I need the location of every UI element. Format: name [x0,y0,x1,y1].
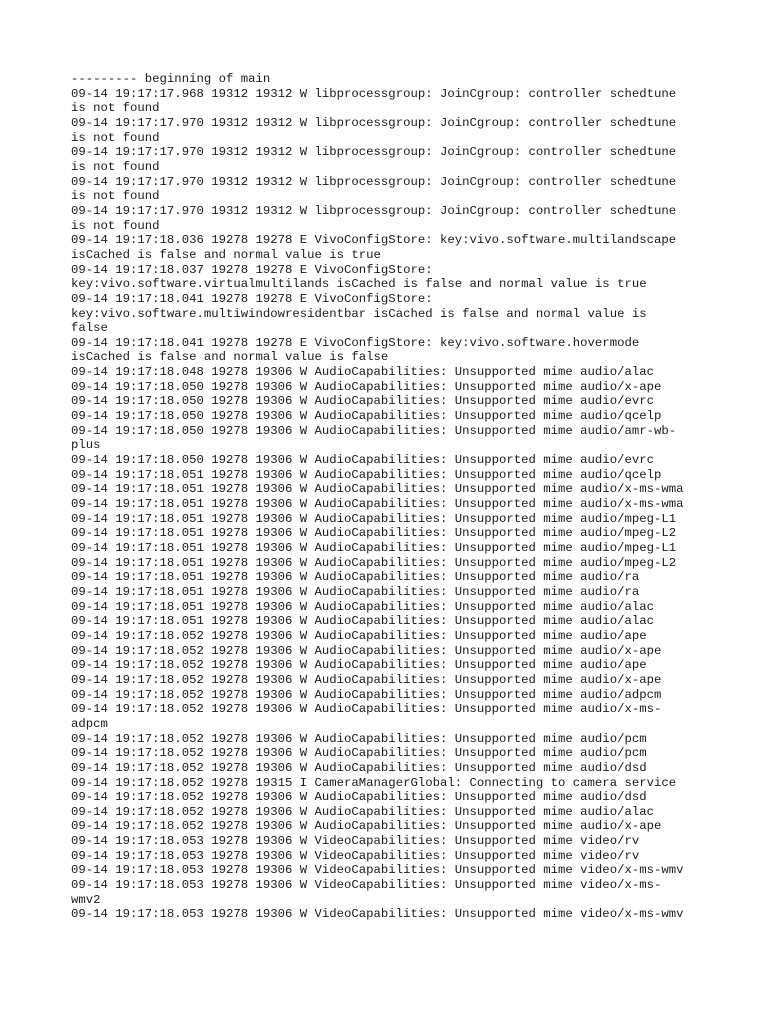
log-line: 09-14 19:17:18.051 19278 19306 W AudioCapabilities: Unsupported mime audio/alac [71,599,654,614]
log-line: isCached is false and normal value is false [71,350,389,365]
log-line: 09-14 19:17:18.041 19278 19278 E VivoConfigStore: key:vivo.software.hovermode [71,335,640,350]
log-line: 09-14 19:17:17.970 19312 19312 W libprocessgroup: JoinCgroup: controller schedtune [71,203,677,218]
log-line: 09-14 19:17:18.050 19278 19306 W AudioCapabilities: Unsupported mime audio/x-ape [71,379,662,394]
log-line: 09-14 19:17:18.051 19278 19306 W AudioCapabilities: Unsupported mime audio/alac [71,614,654,629]
log-line: 09-14 19:17:18.052 19278 19306 W AudioCapabilities: Unsupported mime audio/pcm [71,746,647,761]
log-line: 09-14 19:17:18.053 19278 19306 W VideoCapabilities: Unsupported mime video/x-ms-wmv [71,907,684,922]
log-line: 09-14 19:17:17.970 19312 19312 W libprocessgroup: JoinCgroup: controller schedtune [71,145,677,160]
log-line: 09-14 19:17:18.051 19278 19306 W AudioCapabilities: Unsupported mime audio/ra [71,570,640,585]
log-line: is not found [71,159,160,174]
log-line: 09-14 19:17:17.970 19312 19312 W libprocessgroup: JoinCgroup: controller schedtune [71,174,677,189]
log-line: 09-14 19:17:18.051 19278 19306 W AudioCapabilities: Unsupported mime audio/x-ms-wma [71,482,684,497]
log-line: 09-14 19:17:18.052 19278 19306 W AudioCapabilities: Unsupported mime audio/pcm [71,731,647,746]
log-line: 09-14 19:17:18.053 19278 19306 W VideoCapabilities: Unsupported mime video/rv [71,834,640,849]
log-line: 09-14 19:17:18.051 19278 19306 W AudioCapabilities: Unsupported mime audio/ra [71,584,640,599]
log-line: 09-14 19:17:18.051 19278 19306 W AudioCapabilities: Unsupported mime audio/qcelp [71,467,662,482]
log-line: 09-14 19:17:17.968 19312 19312 W libprocessgroup: JoinCgroup: controller schedtune [71,86,677,101]
log-line: 09-14 19:17:18.041 19278 19278 E VivoConfigStore: [71,291,433,306]
log-line: 09-14 19:17:18.052 19278 19306 W AudioCapabilities: Unsupported mime audio/dsd [71,790,647,805]
log-line: 09-14 19:17:18.051 19278 19306 W AudioCapabilities: Unsupported mime audio/mpeg-L2 [71,555,677,570]
log-line: 09-14 19:17:18.052 19278 19306 W AudioCapabilities: Unsupported mime audio/x-ms- [71,702,662,717]
log-text-block [71,72,711,922]
log-line: 09-14 19:17:18.051 19278 19306 W AudioCapabilities: Unsupported mime audio/x-ms-wma [71,497,684,512]
log-line: 09-14 19:17:18.051 19278 19306 W AudioCapabilities: Unsupported mime audio/mpeg-L2 [71,526,677,541]
log-line: 09-14 19:17:18.051 19278 19306 W AudioCapabilities: Unsupported mime audio/mpeg-L1 [71,541,677,555]
log-line: 09-14 19:17:18.052 19278 19306 W AudioCapabilities: Unsupported mime audio/x-ape [71,672,662,687]
log-line: 09-14 19:17:18.053 19278 19306 W VideoCapabilities: Unsupported mime video/x-ms- [71,878,662,893]
log-line: 09-14 19:17:18.051 19278 19306 W AudioCapabilities: Unsupported mime audio/mpeg-L1 [71,511,677,526]
log-line: wmv2 [71,892,101,907]
log-line: 09-14 19:17:18.052 19278 19306 W AudioCapabilities: Unsupported mime audio/x-ape [71,643,662,658]
log-line: 09-14 19:17:18.052 19278 19306 W AudioCapabilities: Unsupported mime audio/alac [71,804,654,819]
log-line: 09-14 19:17:18.050 19278 19306 W AudioCapabilities: Unsupported mime audio/amr-wb- [71,423,677,438]
log-line: is not found [71,218,160,233]
log-line: adpcm [71,716,108,731]
log-line: 09-14 19:17:18.052 19278 19306 W AudioCapabilities: Unsupported mime audio/ape [71,658,647,673]
log-line: 09-14 19:17:18.052 19278 19306 W AudioCapabilities: Unsupported mime audio/adpcm [71,687,662,702]
log-line: is not found [71,130,160,145]
log-line: 09-14 19:17:18.053 19278 19306 W VideoCapabilities: Unsupported mime video/rv [71,848,640,863]
log-line: 09-14 19:17:18.052 19278 19306 W AudioCapabilities: Unsupported mime audio/ape [71,628,647,643]
log-line: 09-14 19:17:18.052 19278 19306 W AudioCapabilities: Unsupported mime audio/x-ape [71,819,662,834]
log-line: key:vivo.software.multiwindowresidentbar isCached is false and normal value is [71,306,647,321]
log-line: 09-14 19:17:18.050 19278 19306 W AudioCapabilities: Unsupported mime audio/evrc [71,453,654,468]
log-line: 09-14 19:17:18.053 19278 19306 W VideoCapabilities: Unsupported mime video/x-ms-wmv [71,863,684,878]
log-line: 09-14 19:17:18.052 19278 19306 W AudioCapabilities: Unsupported mime audio/dsd [71,760,647,775]
log-line: 09-14 19:17:17.970 19312 19312 W libprocessgroup: JoinCgroup: controller schedtune [71,115,677,130]
log-line: false [71,321,108,336]
log-line: 09-14 19:17:18.036 19278 19278 E VivoConfigStore: key:vivo.software.multilandscape [71,233,677,248]
log-line: key:vivo.software.virtualmultilands isCached is false and normal value is true [71,277,647,292]
log-line: 09-14 19:17:18.050 19278 19306 W AudioCapabilities: Unsupported mime audio/qcelp [71,409,662,424]
log-line: --------- beginning of main [71,72,271,86]
log-line: 09-14 19:17:18.048 19278 19306 W AudioCapabilities: Unsupported mime audio/alac [71,365,654,380]
log-line: isCached is false and normal value is true [71,247,381,262]
log-line: is not found [71,189,160,204]
log-line: is not found [71,101,160,116]
log-line: 09-14 19:17:18.052 19278 19315 I CameraManagerGlobal: Connecting to camera service [71,775,677,790]
log-line: 09-14 19:17:18.037 19278 19278 E VivoConfigStore: [71,262,433,277]
log-line: plus [71,438,101,453]
log-line: 09-14 19:17:18.050 19278 19306 W AudioCapabilities: Unsupported mime audio/evrc [71,394,654,409]
